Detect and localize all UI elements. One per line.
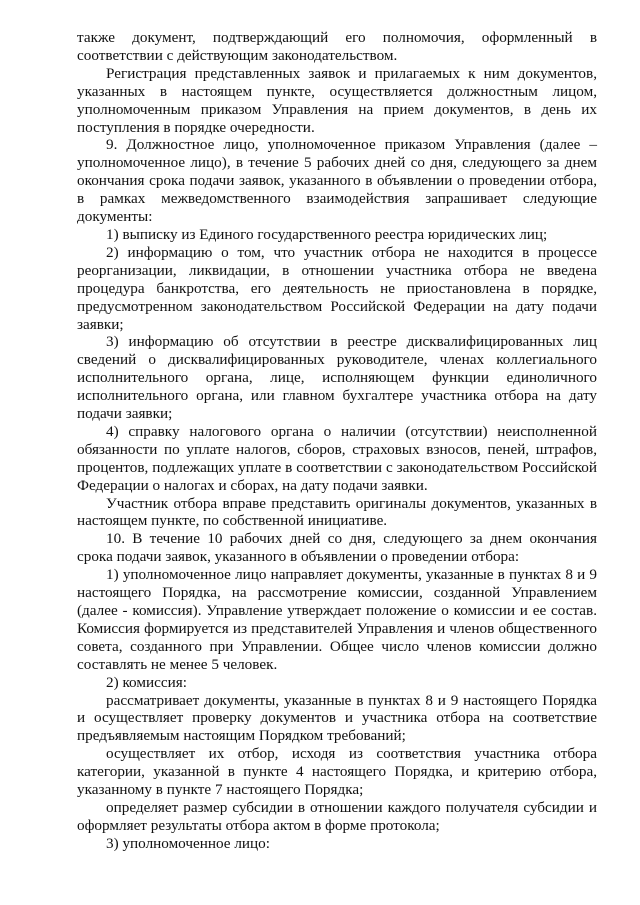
paragraph-item-9-1: 1) выписку из Единого государственного реестра юридических лиц; — [106, 225, 548, 243]
paragraph-item-10-1: 1) уполномоченное лицо направляет документы, указанные в пунктах 8 и 9 настоящего Порядка, на рассмотрение комиссии, созданной Управлением (далее - комиссия). Управление утверждает положение о комиссии и ее состав. Комиссия формируется из представителей Управления и членов общественного совета, созданного при Управлении. Общее число членов комиссии должно составлять не менее 5 человек. — [77, 566, 597, 673]
paragraph-originals: Участник отбора вправе представить оригиналы документов, указанных в настоящем пункте, по собственной инициативе. — [77, 494, 597, 530]
document-page — [77, 29, 597, 853]
paragraph-review: рассматривает документы, указанные в пунктах 8 и 9 настоящего Порядка и осуществляет проверку документов и участника отбора на соответствие предъявляемым настоящим Порядком требований; — [77, 691, 597, 745]
paragraph-subsidy-size: определяет размер субсидии в отношении каждого получателя субсидии и оформляет результаты отбора актом в форме протокола; — [77, 798, 597, 834]
paragraph-continuation: также документ, подтверждающий его полномочия, оформленный в соответствии с действующим законодательством. — [77, 29, 597, 64]
paragraph-registration: Регистрация представленных заявок и прилагаемых к ним документов, указанных в настоящем пункте, осуществляется должностным лицом, уполномоченным приказом Управления на прием документов, в день их поступления в порядке очередности. — [77, 64, 597, 136]
paragraph-item-10-3: 3) уполномоченное лицо: — [106, 834, 270, 852]
paragraph-item-9-4: 4) справку налогового органа о наличии (отсутствии) неисполненной обязанности по уплате налогов, сборов, страховых взносов, пеней, штрафов, процентов, подлежащих уплате в соответствии с законодательством Российской Федерации о налогах и сборах, на дату подачи заявки. — [77, 422, 597, 494]
paragraph-item-10-2: 2) комиссия: — [106, 673, 187, 691]
paragraph-item-9-2: 2) информацию о том, что участник отбора не находится в процессе реорганизации, ликвидации, в отношении участника отбора не введена процедура банкротства, его деятельность не приостановлена в порядке, предусмотренном законодательством Российской Федерации на дату подачи заявки; — [77, 243, 597, 333]
paragraph-item-9: 9. Должностное лицо, уполномоченное приказом Управления (далее – уполномоченное лицо), в течение 5 рабочих дней со дня, следующего за днем окончания срока подачи заявок, указанного в объявлении о проведении отбора, в рамках межведомственного взаимодействия запрашивает следующие документы: — [77, 136, 597, 226]
paragraph-item-9-3: 3) информацию об отсутствии в реестре дисквалифицированных лиц сведений о дисквалифицированных руководителе, членах коллегиального исполнительного органа, лице, исполняющем функции единоличного исполнительного органа, или главном бухгалтере участника отбора на дату подачи заявки; — [77, 333, 597, 423]
paragraph-item-10: 10. В течение 10 рабочих дней со дня, следующего за днем окончания срока подачи заявок, указанного в объявлении о проведении отбора: — [77, 530, 597, 566]
paragraph-selection: осуществляет их отбор, исходя из соответствия участника отбора категории, указанной в пункте 4 настоящего Порядка, и критерию отбора, указанному в пункте 7 настоящего Порядка; — [77, 745, 597, 799]
